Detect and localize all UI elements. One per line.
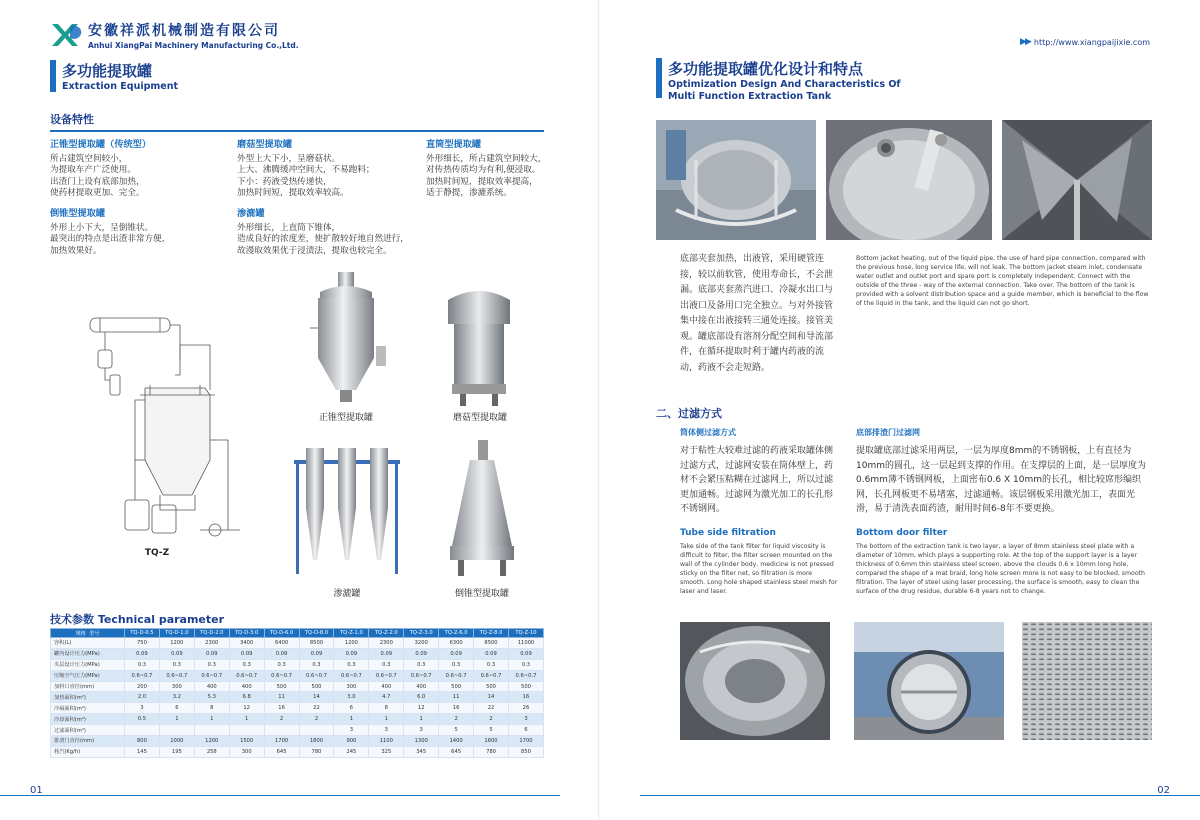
feature-line: 使药材提取更加、完全。 [50, 188, 145, 198]
table-cell: 1600 [474, 736, 509, 747]
table-cell: 11 [264, 692, 299, 703]
features-section-title: 设备特性 [50, 113, 94, 126]
table-row [51, 692, 544, 703]
table-cell: 0.6~0.7 [229, 670, 264, 681]
feature-line: 为提取车产广泛使用。 [50, 165, 136, 175]
table-cell: 0.09 [159, 648, 194, 659]
table-cell: 500 [264, 681, 299, 692]
table-row [51, 648, 544, 659]
table-column-header: TQ-D-6.0 [264, 629, 299, 638]
title-accent-bar [656, 58, 662, 98]
table-cell: 3.2 [159, 692, 194, 703]
table-cell: 1500 [229, 736, 264, 747]
table-cell: 400 [194, 681, 229, 692]
table-cell: 0.3 [264, 659, 299, 670]
table-cell: 6.0 [404, 692, 439, 703]
table-cell: 3400 [229, 638, 264, 649]
caption-inverted-cone-tank: 倒锥型提取罐 [454, 589, 509, 599]
table-cell: 0.3 [299, 659, 334, 670]
table-cell: 6.8 [229, 692, 264, 703]
table-cell: 0.09 [508, 648, 543, 659]
table-cell: 1200 [159, 638, 194, 649]
table-cell: 0.09 [229, 648, 264, 659]
table-column-header: TQ-Z-1.0 [334, 629, 369, 638]
table-cell: 0.6~0.7 [194, 670, 229, 681]
table-cell: 5.3 [194, 692, 229, 703]
jacket-piping-photo [656, 120, 816, 240]
page-title-en: Extraction Equipment [62, 81, 179, 92]
feature-inverted [50, 208, 220, 257]
table-row [51, 681, 544, 692]
table-cell: 0.09 [369, 648, 404, 659]
page-title-cn: 多功能提取罐 [62, 62, 153, 80]
website-url-text[interactable]: http://www.xiangpaijixie.com [1033, 37, 1150, 47]
table-cell: 16 [439, 703, 474, 714]
table-row-label: 容积(L) [51, 638, 125, 649]
tank-interior-photo [1002, 120, 1152, 240]
feature-line: 外形细长，上直筒下锥体， [237, 222, 341, 233]
table-cell: 6400 [264, 638, 299, 649]
table-row [51, 736, 544, 747]
table-column-header: TQ-D-3.0 [229, 629, 264, 638]
table-cell: 3.0 [334, 692, 369, 703]
feature-line: 外形细长，所占建筑空间较大， [426, 153, 547, 164]
tq-z-schematic [80, 300, 260, 550]
feature-line: 出渣门上设有底部加热， [50, 176, 145, 187]
table-cell: 11000 [508, 638, 543, 649]
table-row-label: 冷却面积(m²) [51, 714, 125, 725]
table-cell: 2.0 [125, 692, 160, 703]
table-cell: 0.6~0.7 [404, 670, 439, 681]
table-cell: 0.6~0.7 [125, 670, 160, 681]
table-cell: 900 [334, 736, 369, 747]
table-cell [194, 725, 229, 736]
table-column-header: TQ-D-1.0 [159, 629, 194, 638]
bottom-filter-text-en: The bottom of the extraction tank is two layer, a layer of 8mm stainless steel plate with a diameter of 10mm, which plays a supporting role. At the top of the support layer is a layer thickness of 0.6mm thin stainless steel screen, above the clouds 0.6 x 10mm long hole, compared the shape of a mat braid, long hole screen more is not easy to be blocked, smooth filtration. The layer of steel using laser processing, the surface is smooth, easy to clean the surface of the drug residue, durable 6-8 years not to change. [856, 543, 1145, 595]
corner-left-label: 规格 [75, 630, 86, 637]
feature-line: 上大、沸腾缓冲空间大，不易跑料； [237, 165, 375, 175]
table-cell: 1100 [369, 736, 404, 747]
table-cell: 0.09 [264, 648, 299, 659]
table-cell: 645 [264, 746, 299, 757]
footer-line [0, 795, 560, 796]
bottom-filter-text-cn: 提取罐底部过滤采用两层，一层为厚度8mm的不锈钢板，上有直径为10mm的圆孔，这一层起到支撑的作用。在支撑层的上面，是一层厚度为0.6mm薄不锈钢网板，上面密布0.6 X 10mm的长孔，相比较席形编织网，长孔网板更不易堵塞，过滤通畅。该层钢板采用激光加工，表面光滑，易于清洗表面药渣，耐用时间6-8年不要更换。 [856, 446, 1146, 514]
table-column-header: TQ-Z-3.0 [404, 629, 439, 638]
table-cell: 0.3 [439, 659, 474, 670]
table-cell: 1400 [439, 736, 474, 747]
table-row-label: 压缩空气压力(MPa) [51, 670, 125, 681]
table-cell: 1 [229, 714, 264, 725]
table-cell: 500 [299, 681, 334, 692]
table-cell: 0.09 [125, 648, 160, 659]
company-logo [50, 20, 299, 50]
page-number-right: 02 [1157, 785, 1170, 796]
table-cell: 1800 [299, 736, 334, 747]
table-cell: 0.3 [229, 659, 264, 670]
table-cell: 6 [508, 725, 543, 736]
table-cell: 800 [125, 736, 160, 747]
table-cell: 22 [474, 703, 509, 714]
tech-parameter-title: 技术参数 Technical parameter [50, 613, 225, 626]
feature-line: 下小：药液受热传递快， [237, 176, 332, 187]
table-row-label: 排渣门直径(mm) [51, 736, 125, 747]
table-cell [229, 725, 264, 736]
table-cell: 300 [229, 746, 264, 757]
page-number-left: 01 [30, 785, 43, 796]
table-cell: 16 [508, 692, 543, 703]
table-cell: 1700 [508, 736, 543, 747]
table-cell: 12 [229, 703, 264, 714]
table-cell: 5 [439, 725, 474, 736]
feature-line: 外形上小下大，呈倒锥状。 [50, 222, 154, 233]
page-title-en-line1: Optimization Design And Characteristics Of [668, 79, 901, 90]
table-row-label: 冷凝面积(m²) [51, 703, 125, 714]
table-cell: 500 [508, 681, 543, 692]
table-cell: 2 [439, 714, 474, 725]
table-cell: 6300 [439, 638, 474, 649]
table-cell: 0.6~0.7 [369, 670, 404, 681]
table-cell: 14 [474, 692, 509, 703]
table-cell: 3 [369, 725, 404, 736]
table-cell: 2 [474, 714, 509, 725]
table-cell: 645 [439, 746, 474, 757]
table-cell: 1 [334, 714, 369, 725]
table-cell: 3 [334, 725, 369, 736]
table-cell: 325 [369, 746, 404, 757]
feature-line: 最突出的特点是出渣非常方便， [50, 234, 171, 244]
xp-logo-icon [50, 20, 84, 50]
tube-filter-title-en: Tube side filtration [680, 528, 776, 538]
table-column-header: TQ-Z-2.0 [369, 629, 404, 638]
table-cell: 1000 [159, 736, 194, 747]
table-corner-header [51, 629, 125, 638]
table-cell [159, 725, 194, 736]
table-row [51, 703, 544, 714]
table-row-label: 加料口直径(mm) [51, 681, 125, 692]
table-cell: 0.3 [194, 659, 229, 670]
company-name-en: Anhui XiangPai Machinery Manufacturing Co.,Ltd. [88, 41, 299, 50]
table-cell: 400 [404, 681, 439, 692]
feature-line: 加热时间短，提取效率提高， [426, 176, 538, 187]
left-title-block [50, 60, 178, 92]
table-cell: 0.6~0.7 [474, 670, 509, 681]
table-cell: 0.3 [125, 659, 160, 670]
table-cell: 780 [299, 746, 334, 757]
table-cell: 0.09 [404, 648, 439, 659]
table-column-header: TQ-D-2.0 [194, 629, 229, 638]
table-cell: 1 [159, 714, 194, 725]
tube-filter-text-en: Take side of the tank filter for liquid viscosity is difficult to filter, the filter screen mounted on the wall of the cylinder body, medicine is not pressed sticky on the filter net, so filtration is more smooth. Long hole shaped stainless steel mesh for laser and laser. [680, 543, 838, 595]
table-header-row [51, 629, 544, 638]
feature-line: 故漫取效果优于浸渍法，提取也较完全。 [237, 245, 392, 256]
table-cell: 11 [439, 692, 474, 703]
table-cell: 5 [474, 725, 509, 736]
corner-right-label: 型号 [89, 630, 100, 637]
table-column-header: TQ-Z-8.0 [474, 629, 509, 638]
filtration-section-title: 二、过滤方式 [656, 407, 722, 420]
table-cell: 2300 [194, 638, 229, 649]
feature-percolation [237, 208, 437, 257]
table-cell: 8500 [474, 638, 509, 649]
bottom-door-photo [854, 622, 1004, 740]
table-cell: 1 [194, 714, 229, 725]
table-cell: 0.3 [404, 659, 439, 670]
table-cell: 14 [299, 692, 334, 703]
table-cell: 0.6~0.7 [439, 670, 474, 681]
cone-tank-photo [300, 268, 392, 408]
table-row-label: 夹层设计压力(MPa) [51, 659, 125, 670]
table-cell: 1 [369, 714, 404, 725]
right-title-block [656, 58, 901, 102]
table-row-label: 罐内设计压力(MPa) [51, 648, 125, 659]
table-cell: 2300 [369, 638, 404, 649]
table-cell: 6 [159, 703, 194, 714]
feature-cone [50, 139, 210, 200]
table-row [51, 670, 544, 681]
table-cell: 3 [404, 725, 439, 736]
jacket-description-en: Bottom jacket heating, out of the liquid pipe, the use of hard pipe connection, compared with the previous hose, long service life, will not leak. The bottom jacket steam inlet, condensate water outlet and outlet port and spare port is completely independent. Connect with the outside of the three - way of the external connection. Take over. The bottom of the tank is provided with a solvent distribution space and a guide member, which is beneficial to the flow of the liquid in the tank, and the liquid can not go short. [856, 255, 1149, 307]
feature-mushroom [237, 139, 417, 200]
table-cell: 245 [334, 746, 369, 757]
table-cell: 200 [125, 681, 160, 692]
table-cell [299, 725, 334, 736]
table-row [51, 714, 544, 725]
filter-screen-photo [1022, 622, 1152, 740]
feature-line: 外型上大下小，呈磨菇状。 [237, 153, 341, 164]
table-cell: 0.3 [159, 659, 194, 670]
table-cell: 500 [474, 681, 509, 692]
table-cell: 0.09 [474, 648, 509, 659]
table-row [51, 746, 544, 757]
table-cell: 0.09 [334, 648, 369, 659]
feature-title: 倒锥型提取罐 [50, 208, 106, 219]
table-cell: 0.6~0.7 [508, 670, 543, 681]
feature-straight [426, 139, 576, 200]
table-column-header: TQ-Z-10 [508, 629, 543, 638]
table-cell: 0.3 [508, 659, 543, 670]
tube-filter-photo [680, 622, 830, 740]
features-section-header [50, 108, 544, 132]
table-column-header: TQ-D-8.0 [299, 629, 334, 638]
table-row [51, 638, 544, 649]
feature-title: 正锥型提取罐（传统型） [50, 139, 152, 150]
tube-filter-text-cn: 对于粘性大较难过滤的药液采取罐体侧过滤方式，过滤网安装在筒体壁上，药材不会紧压粘糊在过滤网上，所以过滤更加通畅。过滤网为激光加工的长孔形不锈钢网。 [680, 446, 834, 514]
caption-tq-z: TQ-Z [144, 548, 170, 558]
table-row [51, 725, 544, 736]
table-cell: 1700 [264, 736, 299, 747]
table-cell: 22 [299, 703, 334, 714]
feature-line: 适于静提，渗漉系统。 [426, 188, 512, 198]
tube-filter-title-cn: 筒体侧过滤方式 [680, 428, 736, 437]
page-title-cn: 多功能提取罐优化设计和特点 [668, 60, 864, 78]
table-cell: 1300 [404, 736, 439, 747]
table-cell: 1200 [194, 736, 229, 747]
inverted-cone-tank-photo [440, 436, 524, 581]
table-cell: 0.09 [299, 648, 334, 659]
table-cell: 0.5 [125, 714, 160, 725]
bottom-filter-title-en: Bottom door filter [856, 528, 948, 538]
table-column-header: TQ-Z-6.0 [439, 629, 474, 638]
right-page [600, 0, 1200, 820]
bottom-filter-title-cn: 底部排渣门过滤网 [856, 428, 920, 437]
table-cell: 0.09 [194, 648, 229, 659]
table-cell: 8 [194, 703, 229, 714]
table-cell: 195 [159, 746, 194, 757]
table-cell: 345 [404, 746, 439, 757]
double-chevron-icon: ▶▶ [1020, 37, 1030, 47]
jacket-description-cn: 底部夹套加热，出液管，采用硬管连接，较以前软管，使用寿命长，不会泄漏。底部夹套蒸汽进口、冷凝水出口与出液口及备用口完全独立。与对外接管集中接在出液接转三通处连接。接管美观。罐底部设有溶剂分配空间和导流部件，在循环提取时利于罐内药液的流动，药液不会走短路。 [680, 254, 834, 373]
table-cell: 0.3 [369, 659, 404, 670]
company-name-cn: 安徽祥派机械制造有限公司 [88, 23, 280, 39]
table-cell: 0.6~0.7 [334, 670, 369, 681]
feature-title: 直筒型提取罐 [426, 139, 482, 150]
table-body [51, 638, 544, 758]
caption-percolation-tank: 渗漉罐 [333, 589, 361, 599]
table-row-label: 过滤面积(m²) [51, 725, 125, 736]
table-cell: 1200 [334, 638, 369, 649]
table-row-label: 加热面积(m²) [51, 692, 125, 703]
table-cell: 12 [404, 703, 439, 714]
table-cell: 3 [508, 714, 543, 725]
table-cell: 850 [508, 746, 543, 757]
table-cell: 2 [299, 714, 334, 725]
table-cell: 2 [264, 714, 299, 725]
footer-line [640, 795, 1200, 796]
table-cell: 258 [194, 746, 229, 757]
table-row [51, 659, 544, 670]
percolation-tank-photo [292, 442, 402, 582]
table-cell: 0.6~0.7 [264, 670, 299, 681]
feature-line: 加热时间短，提取效率较高。 [237, 188, 349, 198]
table-cell: 16 [264, 703, 299, 714]
table-cell: 3 [125, 703, 160, 714]
table-cell: 300 [159, 681, 194, 692]
table-cell: 3200 [404, 638, 439, 649]
table-cell: 26 [508, 703, 543, 714]
page-title-en-line2: Multi Function Extraction Tank [668, 91, 832, 102]
table-cell: 0.6~0.7 [159, 670, 194, 681]
table-cell: 0.3 [334, 659, 369, 670]
table-cell: 4.7 [369, 692, 404, 703]
table-cell: 0.3 [474, 659, 509, 670]
table-column-header: TQ-D-0.5 [125, 629, 160, 638]
feature-line: 对传热传质均为有利,便浸取。 [426, 165, 541, 175]
caption-cone-tank: 正锥型提取罐 [318, 413, 373, 423]
feature-title: 渗漉罐 [237, 208, 265, 219]
feature-line: 造成良好的浓度差，使扩散较好地自然进行， [237, 234, 409, 244]
table-row-label: 耗汽(Kg/h) [51, 746, 125, 757]
title-accent-bar [50, 60, 56, 92]
feature-line: 加热效果好。 [50, 245, 102, 256]
table-cell: 750 [125, 638, 160, 649]
website-url [1020, 37, 1150, 47]
caption-mushroom-tank: 磨菇型提取罐 [452, 413, 507, 423]
mushroom-tank-photo [438, 280, 520, 408]
feature-title: 磨菇型提取罐 [237, 139, 293, 150]
tech-parameter-table [50, 628, 544, 758]
table-cell: 400 [369, 681, 404, 692]
table-cell: 8500 [299, 638, 334, 649]
table-cell: 400 [229, 681, 264, 692]
table-cell: 300 [334, 681, 369, 692]
table-cell: 145 [125, 746, 160, 757]
tank-bottom-photo [826, 120, 992, 240]
table-cell [125, 725, 160, 736]
table-cell: 500 [439, 681, 474, 692]
table-cell: 6 [334, 703, 369, 714]
table-cell [264, 725, 299, 736]
table-cell: 0.09 [439, 648, 474, 659]
table-cell: 1 [404, 714, 439, 725]
feature-line: 所占建筑空间较小， [50, 153, 128, 164]
table-cell: 0.6~0.7 [299, 670, 334, 681]
table-cell: 8 [369, 703, 404, 714]
table-cell: 780 [474, 746, 509, 757]
